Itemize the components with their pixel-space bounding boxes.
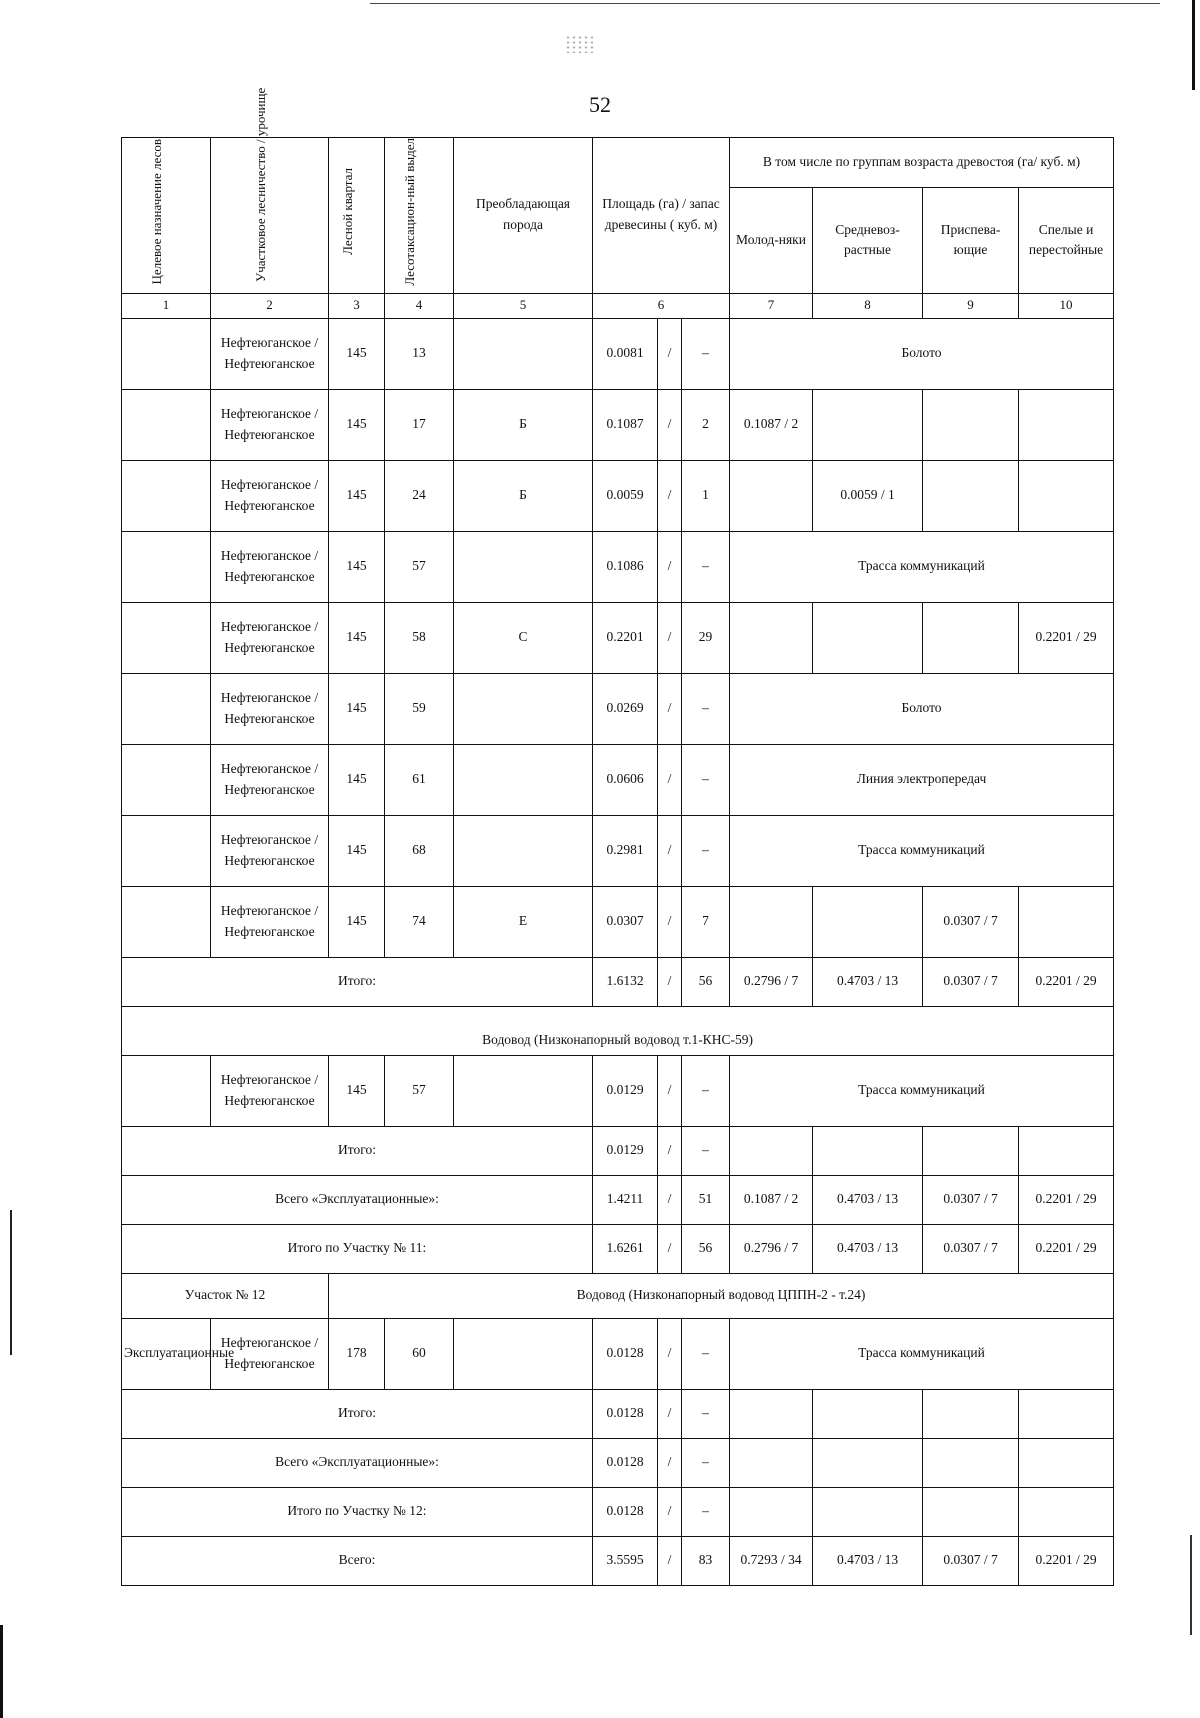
middle-aged-cell (813, 389, 923, 460)
mature-cell (1019, 389, 1114, 460)
separator-cell: / (658, 1438, 682, 1487)
vydel-cell: 13 (385, 318, 454, 389)
total-label: Итого: (122, 1126, 593, 1175)
pre-mature-cell (923, 1126, 1019, 1175)
area-cell: 1.6261 (593, 1224, 658, 1273)
separator-cell: / (658, 815, 682, 886)
species-cell (454, 815, 593, 886)
column-number: 9 (923, 293, 1019, 318)
middle-aged-cell (813, 602, 923, 673)
land-category-cell: Трасса коммуникаций (730, 1318, 1114, 1389)
plot-number-label: Участок № 12 (122, 1273, 329, 1318)
species-cell: Е (454, 886, 593, 957)
header-vydel-text: Лесотаксацион-ный выдел (402, 138, 417, 286)
area-cell: 0.0081 (593, 318, 658, 389)
vydel-cell: 61 (385, 744, 454, 815)
species-cell: Б (454, 389, 593, 460)
header-row (122, 138, 1114, 188)
mature-cell (1019, 1487, 1114, 1536)
pre-mature-cell (923, 1487, 1019, 1536)
mature-cell (1019, 1438, 1114, 1487)
young-cell: 0.1087 / 2 (730, 389, 813, 460)
mature-cell (1019, 460, 1114, 531)
area-cell: 0.0269 (593, 673, 658, 744)
total-row (122, 1438, 1114, 1487)
area-cell: 0.0128 (593, 1389, 658, 1438)
area-cell: 0.0128 (593, 1318, 658, 1389)
species-cell: С (454, 602, 593, 673)
page-number: 52 (589, 92, 611, 117)
mature-cell (1019, 1389, 1114, 1438)
young-cell (730, 602, 813, 673)
separator-cell: / (658, 673, 682, 744)
land-category-cell: Линия электропередач (730, 744, 1114, 815)
area-cell: 1.6132 (593, 957, 658, 1006)
separator-cell: / (658, 389, 682, 460)
total-row (122, 1389, 1114, 1438)
quarter-cell: 145 (329, 886, 385, 957)
section-row (122, 1273, 1114, 1318)
header-pre-mature: Приспева-ющие (923, 188, 1019, 293)
total-row (122, 1487, 1114, 1536)
separator-cell: / (658, 886, 682, 957)
stock-cell: 56 (682, 957, 730, 1006)
species-cell (454, 531, 593, 602)
header-species: Преобладающая порода (454, 138, 593, 294)
stock-cell: 7 (682, 886, 730, 957)
young-cell: 0.2796 / 7 (730, 957, 813, 1006)
stock-cell: – (682, 531, 730, 602)
quarter-cell: 145 (329, 602, 385, 673)
species-cell: Б (454, 460, 593, 531)
column-number-row (122, 293, 1114, 318)
purpose-cell (122, 815, 211, 886)
separator-cell: / (658, 1318, 682, 1389)
header-forestry (211, 87, 329, 294)
separator-cell: / (658, 744, 682, 815)
stock-cell: 51 (682, 1175, 730, 1224)
table-row (122, 815, 1114, 886)
stock-cell: – (682, 673, 730, 744)
grand-total-row (122, 1536, 1114, 1585)
section-title: Водовод (Низконапорный водовод т.1-КНС-59) (122, 1006, 1114, 1055)
purpose-cell (122, 389, 211, 460)
scan-edge-mark (1192, 0, 1195, 90)
table-row (122, 389, 1114, 460)
header-purpose-text: Целевое назначение лесов (149, 139, 164, 285)
total-row (122, 1175, 1114, 1224)
scan-border-line (370, 3, 1160, 4)
forestry-cell: Нефтеюганское / Нефтеюганское (211, 1055, 329, 1126)
column-number: 8 (813, 293, 923, 318)
stock-cell: 83 (682, 1536, 730, 1585)
middle-aged-cell: 0.4703 / 13 (813, 1175, 923, 1224)
mature-cell: 0.2201 / 29 (1019, 957, 1114, 1006)
total-row (122, 1224, 1114, 1273)
total-label: Итого: (122, 1389, 593, 1438)
vydel-cell: 60 (385, 1318, 454, 1389)
young-cell (730, 1487, 813, 1536)
column-number: 10 (1019, 293, 1114, 318)
purpose-cell (122, 460, 211, 531)
area-cell: 0.2201 (593, 602, 658, 673)
mature-cell: 0.2201 / 29 (1019, 602, 1114, 673)
total-label: Итого: (122, 957, 593, 1006)
forestry-cell: Нефтеюганское / Нефтеюганское (211, 460, 329, 531)
land-category-cell: Трасса коммуникаций (730, 1055, 1114, 1126)
header-area-stock: Площадь (га) / запас древесины ( куб. м) (593, 138, 730, 294)
mature-cell (1019, 1126, 1114, 1175)
separator-cell: / (658, 1055, 682, 1126)
separator-cell: / (658, 1487, 682, 1536)
separator-cell: / (658, 1175, 682, 1224)
area-cell: 1.4211 (593, 1175, 658, 1224)
stock-cell: 29 (682, 602, 730, 673)
purpose-cell (122, 1055, 211, 1126)
mature-cell: 0.2201 / 29 (1019, 1224, 1114, 1273)
forestry-cell: Нефтеюганское / Нефтеюганское (211, 602, 329, 673)
pre-mature-cell: 0.0307 / 7 (923, 886, 1019, 957)
land-category-cell: Трасса коммуникаций (730, 531, 1114, 602)
table-row (122, 318, 1114, 389)
species-cell (454, 1318, 593, 1389)
pre-mature-cell (923, 460, 1019, 531)
stock-cell: 1 (682, 460, 730, 531)
area-cell: 0.0307 (593, 886, 658, 957)
species-cell (454, 673, 593, 744)
stock-cell: – (682, 815, 730, 886)
area-cell: 0.0128 (593, 1487, 658, 1536)
separator-cell: / (658, 957, 682, 1006)
purpose-cell (122, 318, 211, 389)
area-cell: 0.0129 (593, 1126, 658, 1175)
vydel-cell: 57 (385, 1055, 454, 1126)
forestry-cell: Нефтеюганское / Нефтеюганское (211, 815, 329, 886)
area-cell: 0.1087 (593, 389, 658, 460)
total-label: Всего «Эксплуатационные»: (122, 1438, 593, 1487)
vydel-cell: 74 (385, 886, 454, 957)
total-row (122, 957, 1114, 1006)
area-cell: 3.5595 (593, 1536, 658, 1585)
header-mature: Спелые и перестойные (1019, 188, 1114, 293)
middle-aged-cell (813, 1438, 923, 1487)
forestry-cell: Нефтеюганское / Нефтеюганское (211, 531, 329, 602)
purpose-cell (122, 531, 211, 602)
mature-cell: 0.2201 / 29 (1019, 1175, 1114, 1224)
header-purpose (122, 138, 211, 294)
separator-cell: / (658, 1224, 682, 1273)
forestry-cell: Нефтеюганское / Нефтеюганское (211, 1318, 329, 1389)
species-cell (454, 318, 593, 389)
vydel-cell: 68 (385, 815, 454, 886)
middle-aged-cell (813, 1487, 923, 1536)
middle-aged-cell: 0.0059 / 1 (813, 460, 923, 531)
middle-aged-cell (813, 886, 923, 957)
land-category-cell: Болото (730, 318, 1114, 389)
pre-mature-cell (923, 1438, 1019, 1487)
scan-edge-mark (1190, 1535, 1192, 1635)
mature-cell: 0.2201 / 29 (1019, 1536, 1114, 1585)
land-category-cell: Трасса коммуникаций (730, 815, 1114, 886)
quarter-cell: 178 (329, 1318, 385, 1389)
table-row (122, 886, 1114, 957)
mature-cell (1019, 886, 1114, 957)
quarter-cell: 145 (329, 389, 385, 460)
purpose-cell (122, 673, 211, 744)
area-cell: 0.1086 (593, 531, 658, 602)
column-number: 6 (593, 293, 730, 318)
stock-cell: – (682, 1389, 730, 1438)
table-row (122, 744, 1114, 815)
stock-cell: – (682, 318, 730, 389)
separator-cell: / (658, 1126, 682, 1175)
forestry-cell: Нефтеюганское / Нефтеюганское (211, 886, 329, 957)
purpose-cell (122, 886, 211, 957)
vydel-cell: 58 (385, 602, 454, 673)
header-middle-aged: Средневоз-растные (813, 188, 923, 293)
header-forestry-text: Участковое лесничество / урочище (252, 87, 268, 282)
forest-plots-table (121, 87, 1114, 1586)
pre-mature-cell: 0.0307 / 7 (923, 1175, 1019, 1224)
middle-aged-cell (813, 1126, 923, 1175)
middle-aged-cell (813, 1389, 923, 1438)
column-number: 1 (122, 293, 211, 318)
young-cell: 0.1087 / 2 (730, 1175, 813, 1224)
forestry-cell: Нефтеюганское / Нефтеюганское (211, 318, 329, 389)
middle-aged-cell: 0.4703 / 13 (813, 1224, 923, 1273)
separator-cell: / (658, 460, 682, 531)
quarter-cell: 145 (329, 815, 385, 886)
total-row (122, 1126, 1114, 1175)
quarter-cell: 145 (329, 460, 385, 531)
stock-cell: 2 (682, 389, 730, 460)
scan-edge-mark (0, 1625, 3, 1718)
area-cell: 0.2981 (593, 815, 658, 886)
stock-cell: – (682, 744, 730, 815)
total-label: Всего «Эксплуатационные»: (122, 1175, 593, 1224)
header-quarter (329, 138, 385, 294)
quarter-cell: 145 (329, 744, 385, 815)
vydel-cell: 17 (385, 389, 454, 460)
stock-cell: – (682, 1487, 730, 1536)
stock-cell: – (682, 1126, 730, 1175)
land-category-cell: Болото (730, 673, 1114, 744)
young-cell: 0.2796 / 7 (730, 1224, 813, 1273)
pre-mature-cell (923, 602, 1019, 673)
column-number: 2 (211, 293, 329, 318)
column-number: 5 (454, 293, 593, 318)
total-label: Итого по Участку № 11: (122, 1224, 593, 1273)
vydel-cell: 57 (385, 531, 454, 602)
vydel-cell: 24 (385, 460, 454, 531)
separator-cell: / (658, 318, 682, 389)
young-cell (730, 1389, 813, 1438)
area-cell: 0.0129 (593, 1055, 658, 1126)
purpose-cell: Эксплуатационные (122, 1318, 211, 1389)
table-row (122, 602, 1114, 673)
quarter-cell: 145 (329, 531, 385, 602)
forestry-cell: Нефтеюганское / Нефтеюганское (211, 744, 329, 815)
total-label: Итого по Участку № 12: (122, 1487, 593, 1536)
species-cell (454, 744, 593, 815)
quarter-cell: 145 (329, 318, 385, 389)
area-cell: 0.0128 (593, 1438, 658, 1487)
column-number: 4 (385, 293, 454, 318)
young-cell (730, 1126, 813, 1175)
scan-edge-mark (10, 1210, 12, 1355)
separator-cell: / (658, 1389, 682, 1438)
forestry-cell: Нефтеюганское / Нефтеюганское (211, 389, 329, 460)
area-cell: 0.0606 (593, 744, 658, 815)
column-number: 7 (730, 293, 813, 318)
purpose-cell (122, 602, 211, 673)
total-label: Всего: (122, 1536, 593, 1585)
area-cell: 0.0059 (593, 460, 658, 531)
section-title: Водовод (Низконапорный водовод ЦППН-2 - т.24) (329, 1273, 1114, 1318)
table-row (122, 1318, 1114, 1389)
table-row (122, 673, 1114, 744)
header-vydel (385, 138, 454, 294)
young-cell (730, 886, 813, 957)
pre-mature-cell: 0.0307 / 7 (923, 957, 1019, 1006)
middle-aged-cell: 0.4703 / 13 (813, 1536, 923, 1585)
separator-cell: / (658, 531, 682, 602)
column-number: 3 (329, 293, 385, 318)
table-row (122, 460, 1114, 531)
forestry-cell: Нефтеюганское / Нефтеюганское (211, 673, 329, 744)
header-quarter-text: Лесной квартал (339, 168, 355, 256)
header-young: Молод-няки (730, 188, 813, 293)
scan-noise (565, 35, 595, 53)
young-cell (730, 460, 813, 531)
purpose-cell (122, 744, 211, 815)
table-row (122, 1055, 1114, 1126)
section-row (122, 1006, 1114, 1055)
pre-mature-cell: 0.0307 / 7 (923, 1224, 1019, 1273)
separator-cell: / (658, 1536, 682, 1585)
header-age-groups: В том числе по группам возраста древостоя (га/ куб. м) (730, 138, 1114, 188)
stock-cell: – (682, 1318, 730, 1389)
quarter-cell: 145 (329, 673, 385, 744)
separator-cell: / (658, 602, 682, 673)
young-cell (730, 1438, 813, 1487)
stock-cell: – (682, 1438, 730, 1487)
pre-mature-cell (923, 389, 1019, 460)
species-cell (454, 1055, 593, 1126)
stock-cell: 56 (682, 1224, 730, 1273)
stock-cell: – (682, 1055, 730, 1126)
quarter-cell: 145 (329, 1055, 385, 1126)
table-row (122, 531, 1114, 602)
young-cell: 0.7293 / 34 (730, 1536, 813, 1585)
middle-aged-cell: 0.4703 / 13 (813, 957, 923, 1006)
pre-mature-cell (923, 1389, 1019, 1438)
pre-mature-cell: 0.0307 / 7 (923, 1536, 1019, 1585)
vydel-cell: 59 (385, 673, 454, 744)
